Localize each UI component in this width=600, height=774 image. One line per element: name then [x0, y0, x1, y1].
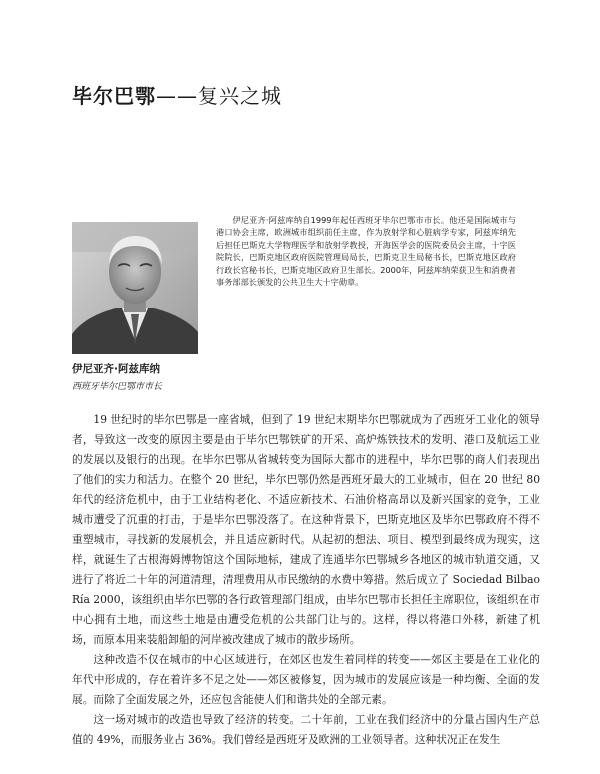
page-title	[72, 80, 282, 109]
body-paragraph-2: 这种改造不仅在城市的中心区域进行，在郊区也发生着同样的转变——郊区主要是在工业化的年代中形成的，存在着许多不足之处——郊区被修复，因为城市的发展应该是一种均衡、全面的发展。而除了全面发展之外，还应包含能使人们和谐共处的全部元素。	[72, 653, 540, 706]
title-city-name: 毕尔巴鄂	[72, 84, 156, 108]
title-subtitle: ——复兴之城	[156, 84, 282, 108]
portrait-caption-name: 伊尼亚齐·阿兹库纳	[72, 363, 160, 375]
portrait-photo	[72, 222, 198, 354]
biography-text: 伊尼亚齐·阿兹库纳自1999年起任西班牙毕尔巴鄂市市长。他还是国际城市与港口协会主席，欧洲城市组织前任主席，作为放射学和心脏病学专家，阿兹库纳先后担任巴斯克大学物理医学和放射学教授，开海医学会的医院委员会主席，十字医院院长，巴斯克地区政府医院管理局局长，巴斯克卫生局秘书长，巴斯克地区政府行政长官秘书长，巴斯克地区政府卫生部长。2000年，阿兹库纳荣获卫生和消费者事务部部长颁发的公共卫生大十字勋章。	[216, 215, 516, 288]
body-paragraph-1: 19 世纪时的毕尔巴鄂是一座省城，但到了 19 世纪末期毕尔巴鄂就成为了西班牙工业化的领导者，导致这一改变的原因主要是由于毕尔巴鄂铁矿的开采、高炉炼铁技术的发明、港口及航运工业的发展以及银行的出现。在毕尔巴鄂从省城转变为国际大都市的进程中，毕尔巴鄂的商人们表现出了他们的实力和活力。在整个 20 世纪，毕尔巴鄂仍然是西班牙最大的工业城市，但在 20 世纪 80 年代的经济危机中，由于工业结构老化、不适应新技术、石油价格高昂以及新兴国家的竞争，工业城市遭受了沉重的打击，于是毕尔巴鄂没落了。在这种背景下，巴斯克地区及毕尔巴鄂政府不得不重塑城市，寻找新的发展机会，并且适应新时代。从起初的想法、项目、模型到最终成为现实，这样，就诞生了古根海姆博物馆这个国际地标，建成了连通毕尔巴鄂城乡各地区的城市轨道交通，又进行了将近二十年的河道清理，清理费用从市民缴纳的水费中筹措。然后成立了 Sociedad Bilbao Ría 2000，该组织由毕尔巴鄂的各行政管理部门组成，由毕尔巴鄂市长担任主席职位，该组织在市中心拥有土地，而这些土地是由遭受危机的公共部门让与的。这样，得以将港口外移，新建了机场，而原本用来装船卸船的河岸被改建成了城市的散步场所。	[72, 413, 540, 646]
body-paragraph-3: 这一场对城市的改造也导致了经济的转变。二十年前，工业在我们经济中的分量占国内生产总值的 49%，而服务业占 36%。我们曾经是西班牙及欧洲的工业领导者。这种状况正在发生	[72, 713, 540, 746]
portrait-caption-role: 西班牙毕尔巴鄂市市长	[72, 382, 163, 392]
biography-box	[216, 214, 516, 288]
portrait-illustration	[72, 222, 198, 354]
article-body	[72, 410, 540, 750]
